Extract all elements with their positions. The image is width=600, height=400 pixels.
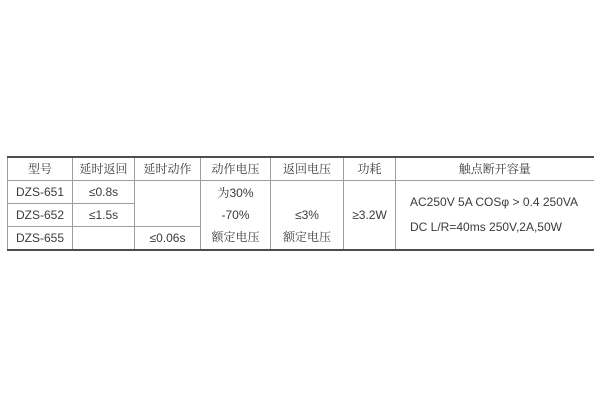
cell-delay-return-dzs655-empty — [73, 227, 135, 251]
return-voltage-lines — [271, 182, 343, 248]
col-header-model: 型号 — [8, 157, 73, 181]
contact-capacity-line-dc: DC L/R=40ms 250V,2A,50W — [410, 220, 562, 234]
cell-delay-action-dzs655: ≤0.06s — [135, 227, 201, 251]
operate-voltage-line-2: -70% — [221, 208, 250, 222]
col-header-delay-action: 延时动作 — [135, 157, 201, 181]
spec-table — [7, 156, 594, 251]
cell-delay-return-dzs652: ≤1.5s — [73, 204, 135, 227]
cell-delay-return-dzs651: ≤0.8s — [73, 181, 135, 204]
contact-capacity-lines — [396, 182, 594, 248]
cell-model-dzs652: DZS-652 — [8, 204, 73, 227]
return-voltage-line-1: ≤3% — [295, 208, 319, 222]
return-voltage-line-2: 额定电压 — [282, 230, 331, 244]
operate-voltage-lines — [201, 182, 270, 248]
operate-voltage-line-1: 为30% — [217, 186, 254, 200]
operate-voltage-line-3: 额定电压 — [211, 230, 260, 244]
relay-spec-document — [7, 156, 594, 251]
contact-capacity-line-ac: AC250V 5A COSφ > 0.4 250VA — [410, 195, 578, 209]
col-header-return-voltage: 返回电压 — [271, 157, 344, 181]
table-row — [8, 181, 594, 204]
cell-delay-action-merged-empty — [135, 181, 201, 227]
cell-operate-voltage-merged — [201, 181, 271, 251]
header-row — [8, 157, 594, 181]
cell-return-voltage-merged — [271, 181, 344, 251]
col-header-delay-return: 延时返回 — [73, 157, 135, 181]
cell-contact-capacity-merged — [396, 181, 594, 251]
cell-power-merged: ≥3.2W — [344, 181, 396, 251]
cell-model-dzs655: DZS-655 — [8, 227, 73, 251]
col-header-power: 功耗 — [344, 157, 396, 181]
cell-model-dzs651: DZS-651 — [8, 181, 73, 204]
col-header-operate-voltage: 动作电压 — [201, 157, 271, 181]
col-header-contact-capacity: 触点断开容量 — [396, 157, 594, 181]
